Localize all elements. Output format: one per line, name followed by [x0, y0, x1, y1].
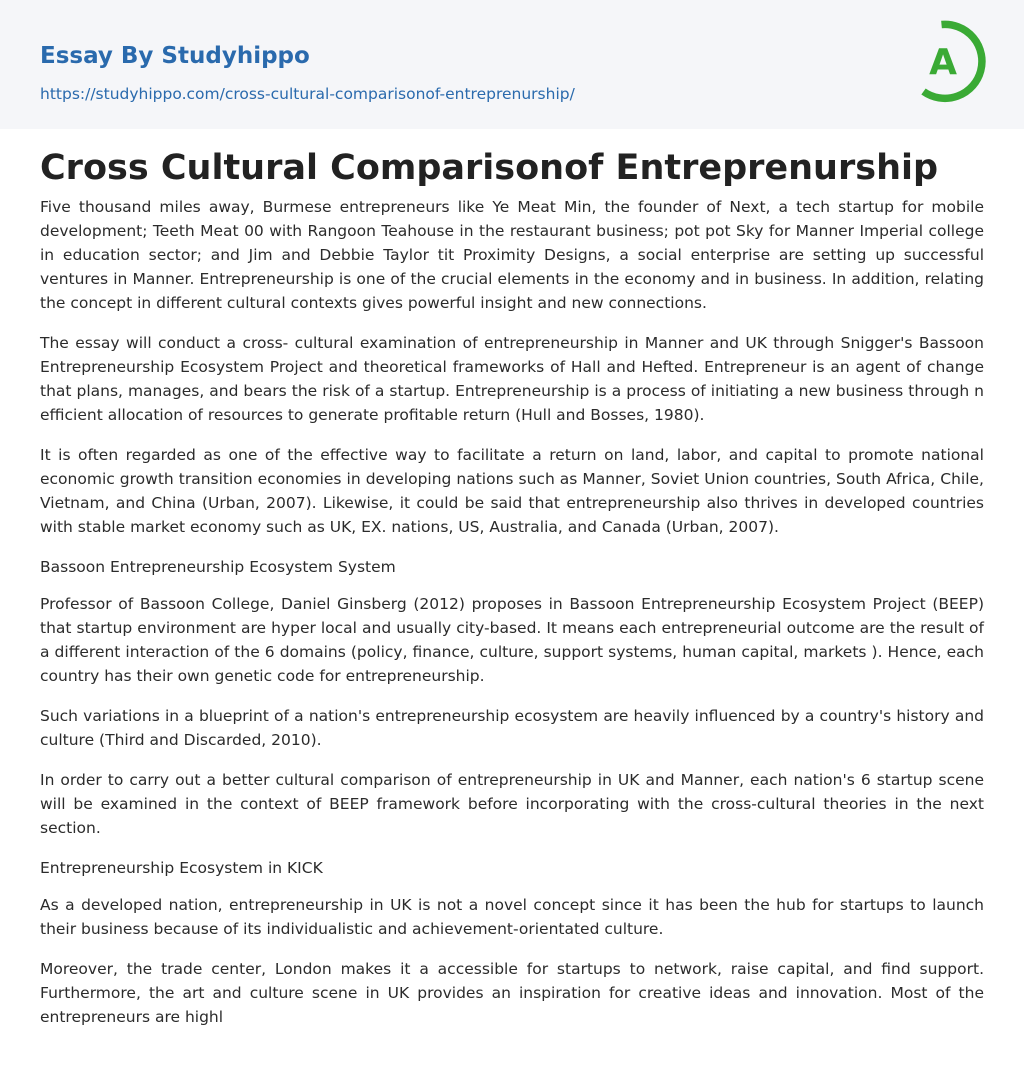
paragraph-6: In order to carry out a better cultural comparison of entrepreneurship in UK and Manner, each nation's 6 startup scene will be examined in the context of BEEP framework before incorporating with the cross-cultural theories in the next section.: [40, 771, 984, 837]
logo-icon[interactable]: [918, 19, 986, 105]
section-heading-2: Entrepreneurship Ecosystem in KICK: [40, 859, 323, 877]
paragraph-4: Professor of Bassoon College, Daniel Ginsberg (2012) proposes in Bassoon Entrepreneurship Ecosystem Project (BEEP) that startup environment are hyper local and usually city-based. It means each entrepreneurial outcome are the result of a different interaction of the 6 domains (policy, finance, culture, support systems, human capital, markets ). Hence, each country has their own genetic code for entrepreneurship.: [40, 595, 984, 685]
paragraph-1: Five thousand miles away, Burmese entrepreneurs like Ye Meat Min, the founder of Next, a tech startup for mobile development; Teeth Meat 00 with Rangoon Teahouse in the restaurant business; pot pot Sky for Manner Imperial college in education sector; and Jim and Debbie Taylor tit Proximity Designs, a social enterprise are setting up successful ventures in Manner. Entrepreneurship is one of the crucial elements in the economy and in business. In addition, relating the concept in different cultural contexts gives powerful insight and new connections.: [40, 198, 984, 312]
paragraph-3: It is often regarded as one of the effective way to facilitate a return on land, labor, and capital to promote national economic growth transition economies in developing nations such as Manner, Soviet Union countries, South Africa, Chile, Vietnam, and China (Urban, 2007). Likewise, it could be said that entrepreneurship also thrives in developed countries with stable market economy such as UK, EX. nations, US, Australia, and Canada (Urban, 2007).: [40, 446, 984, 536]
essay-url-link[interactable]: https://studyhippo.com/cross-cultural-comparisonof-entreprenurship/: [40, 85, 575, 103]
essay-content: [0, 147, 1024, 1029]
site-title[interactable]: Essay By Studyhippo: [40, 43, 310, 69]
logo-letter: A: [929, 42, 957, 83]
essay-title: Cross Cultural Comparisonof Entreprenurship: [40, 148, 939, 188]
site-header: [0, 0, 1024, 129]
paragraph-8: Moreover, the trade center, London makes it a accessible for startups to network, raise capital, and find support. Furthermore, the art and culture scene in UK provides an inspiration for creative ideas and innovation. Most of the entrepreneurs are highl: [40, 960, 984, 1026]
paragraph-7: As a developed nation, entrepreneurship in UK is not a novel concept since it has been the hub for startups to launch their business because of its individualistic and achievement-orientated culture.: [40, 896, 984, 938]
paragraph-2: The essay will conduct a cross- cultural examination of entrepreneurship in Manner and UK through Snigger's Bassoon Entrepreneurship Ecosystem Project and theoretical frameworks of Hall and Hefted. Entrepreneur is an agent of change that plans, manages, and bears the risk of a startup. Entrepreneurship is a process of initiating a new business through n efficient allocation of resources to generate profitable return (Hull and Bosses, 1980).: [40, 334, 984, 424]
section-heading-1: Bassoon Entrepreneurship Ecosystem System: [40, 558, 396, 576]
paragraph-5: Such variations in a blueprint of a nation's entrepreneurship ecosystem are heavily influenced by a country's history and culture (Third and Discarded, 2010).: [40, 707, 984, 749]
